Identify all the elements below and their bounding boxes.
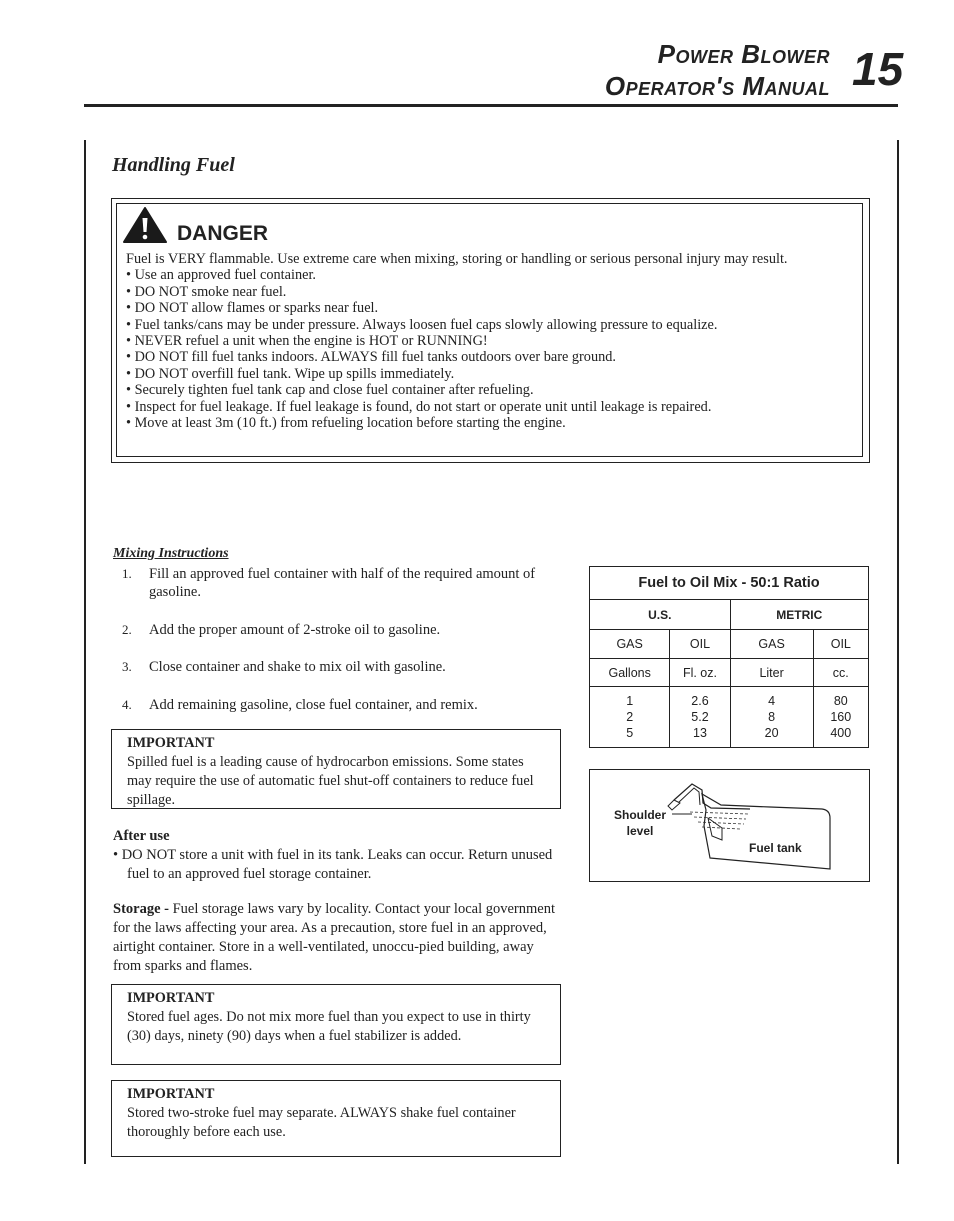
table-cell-cc: [813, 687, 868, 748]
important-heading: IMPORTANT: [127, 1086, 215, 1102]
table-value: 8: [768, 710, 776, 724]
warning-triangle-icon: [122, 206, 168, 244]
table-value: 2.6: [691, 694, 709, 708]
danger-bullet: • Fuel tanks/cans may be under pressure. Always loosen fuel caps slowly allowing pressure to equalize.: [126, 316, 718, 333]
table-col-oil: OIL: [670, 630, 730, 659]
mixing-step: [122, 565, 567, 601]
important-text: Stored two-stroke fuel may separate. ALWAYS shake fuel container thoroughly before each use.: [127, 1105, 516, 1140]
table-value: 400: [830, 726, 852, 740]
table-value: 160: [830, 710, 852, 724]
table-title: Fuel to Oil Mix - 50:1 Ratio: [590, 567, 869, 600]
fuel-tank-label: Fuel tank: [749, 841, 802, 855]
table-col-gas: GAS: [590, 630, 670, 659]
table-unit: Liter: [730, 659, 813, 687]
step-text: Add remaining gasoline, close fuel container, and remix.: [149, 697, 478, 713]
danger-bullet: • Use an approved fuel container.: [126, 267, 316, 284]
table-unit: Gallons: [590, 659, 670, 687]
table-value: 1: [626, 694, 634, 708]
step-number: 3.: [122, 659, 132, 674]
table-value: 5: [626, 726, 634, 740]
section-title: Handling Fuel: [112, 154, 235, 176]
step-text: Add the proper amount of 2-stroke oil to gasoline.: [149, 622, 441, 638]
table-cell-liters: [730, 687, 813, 748]
step-number: 4.: [122, 697, 132, 712]
step-text: Close container and shake to mix oil with gasoline.: [149, 659, 446, 675]
manual-title-line-2: Operator's Manual: [604, 71, 830, 101]
important-box-fuel-age: [111, 984, 561, 1065]
danger-bullet: • Move at least 3m (10 ft.) from refueling location before starting the engine.: [126, 415, 566, 432]
left-margin-rule: [84, 140, 86, 1164]
danger-bullet: • DO NOT allow flames or sparks near fuel.: [126, 300, 379, 317]
after-use-text: • DO NOT store a unit with fuel in its tank. Leaks can occur. Return unused fuel to an approved fuel storage container.: [113, 847, 553, 882]
table-value: 20: [764, 726, 779, 740]
table-unit: Fl. oz.: [670, 659, 730, 687]
mixing-step: [122, 696, 567, 714]
danger-bullet: • Securely tighten fuel tank cap and close fuel container after refueling.: [126, 382, 534, 399]
manual-title-line-1: Power Blower: [657, 39, 830, 69]
danger-bullet: • Inspect for fuel leakage. If fuel leakage is found, do not start or operate unit until leakage is repaired.: [126, 398, 712, 415]
manual-title: [410, 38, 830, 102]
step-number: 1.: [122, 566, 132, 581]
danger-intro: Fuel is VERY flammable. Use extreme care when mixing, storing or handling or serious personal injury may result.: [126, 251, 788, 267]
important-box-emissions: [111, 729, 561, 809]
shoulder-level-label: [608, 807, 672, 839]
table-value: 80: [833, 694, 848, 708]
table-value: 13: [693, 726, 707, 740]
important-box-separation: [111, 1080, 561, 1157]
table-col-gas: GAS: [730, 630, 813, 659]
important-heading: IMPORTANT: [127, 735, 215, 751]
table-value: 4: [768, 694, 776, 708]
table-unit: cc.: [813, 659, 868, 687]
danger-bullet: • DO NOT overfill fuel tank. Wipe up spills immediately.: [126, 365, 455, 382]
important-text: Spilled fuel is a leading cause of hydrocarbon emissions. Some states may require the use of automatic fuel shut-off containers to reduce fuel spillage.: [127, 754, 534, 808]
table-value: 5.2: [691, 710, 709, 724]
label-line: level: [626, 824, 654, 838]
important-heading: IMPORTANT: [127, 990, 215, 1006]
storage-text: Fuel storage laws vary by locality. Contact your local government for the laws affecting your area. As a precaution, store fuel in an approved, airtight container. Store in a well-ventilated, unoccu-pied building, away from sparks and flames.: [113, 901, 555, 974]
step-text: Fill an approved fuel container with half of the required amount of gasoline.: [149, 566, 536, 600]
mixing-step: [122, 658, 567, 676]
table-header-us: U.S.: [590, 600, 731, 630]
table-col-oil: OIL: [813, 630, 868, 659]
page-number: 15: [852, 43, 904, 95]
header-divider: [84, 104, 898, 107]
danger-bullet: • DO NOT smoke near fuel.: [126, 283, 287, 300]
storage-paragraph: [113, 900, 565, 976]
after-use-heading: After use: [113, 828, 170, 844]
mixing-step: [122, 621, 567, 639]
danger-bullet: • NEVER refuel a unit when the engine is HOT or RUNNING!: [126, 333, 488, 350]
table-value: 2: [626, 710, 634, 724]
fuel-tank-figure: [589, 769, 870, 882]
right-margin-rule: [897, 140, 899, 1164]
danger-text: [126, 251, 850, 431]
step-number: 2.: [122, 622, 132, 637]
table-cell-gallons: [590, 687, 670, 748]
label-line: Shoulder: [613, 808, 666, 822]
after-use: [113, 827, 563, 884]
storage-label: Storage -: [113, 901, 169, 917]
table-cell-floz: [670, 687, 730, 748]
important-text: Stored fuel ages. Do not mix more fuel than you expect to use in thirty (30) days, ninety (90) days when a fuel stabilizer is added.: [127, 1009, 531, 1044]
table-header-metric: METRIC: [730, 600, 868, 630]
danger-bullet: • DO NOT fill fuel tanks indoors. ALWAYS fill fuel tanks outdoors over bare ground.: [126, 349, 616, 366]
danger-title: DANGER: [177, 222, 269, 245]
fuel-oil-mix-table: [589, 566, 869, 748]
mixing-heading: Mixing Instructions: [113, 546, 229, 561]
